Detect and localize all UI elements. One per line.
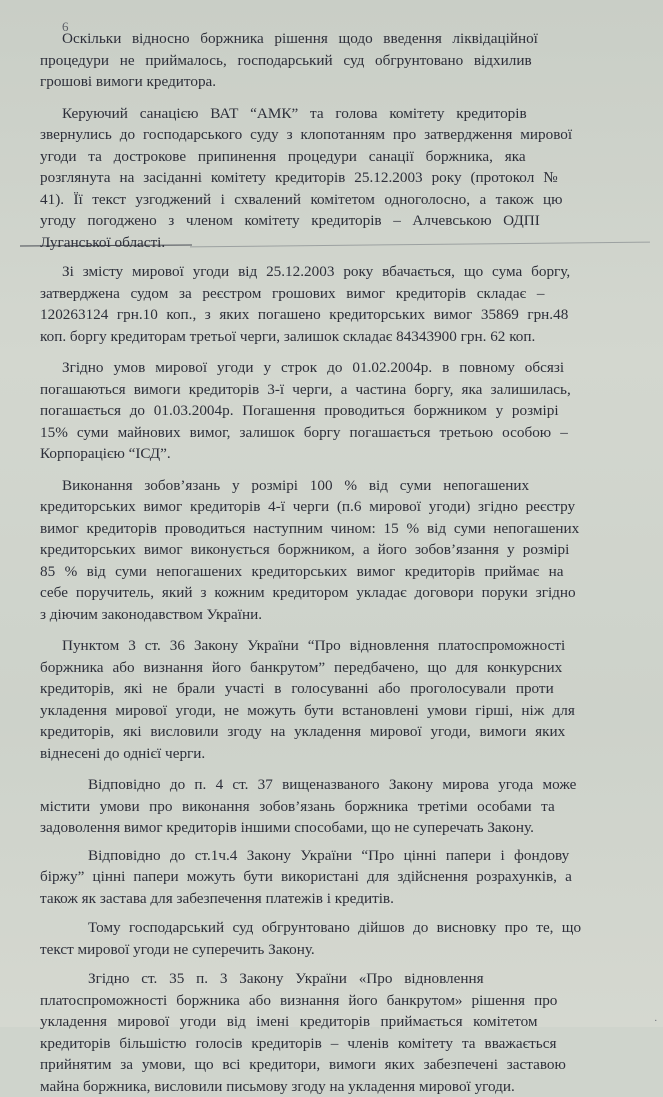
text-line: грошові вимоги кредитора. <box>40 71 638 93</box>
text-line: коп. боргу кредиторам третьої черги, залишок складає 84343900 грн. 62 коп. <box>40 326 638 348</box>
text-line: Виконання зобов’язань у розмірі 100 % від суми непогашених <box>40 475 638 497</box>
paragraph <box>40 261 638 347</box>
text-line: кредиторських вимог виконується боржником, а його зобов’язання у розмірі <box>40 539 638 561</box>
text-line: Згідно умов мирової угоди у строк до 01.02.2004р. в повному обсязі <box>40 357 638 379</box>
text-line: задоволення вимог кредиторів іншими способами, що не суперечать Закону. <box>40 817 638 839</box>
text-line: вимог кредиторів проводиться наступним чином: 15 % від суми непогашених <box>40 518 638 540</box>
text-line: укладення мирової угоди від імені кредиторів приймається комітетом <box>40 1011 638 1033</box>
text-line: містити умови про виконання зобов’язань боржника третіми особами та <box>40 796 638 818</box>
text-line: угоди та дострокове припинення процедури санації боржника, яка <box>40 146 638 168</box>
text-line: Луганської області. <box>40 232 638 254</box>
text-line: Корпорацією “ІСД”. <box>40 443 638 465</box>
paragraph <box>40 635 638 764</box>
text-line: затверджена судом за реєстром грошових вимог кредиторів складає – <box>40 283 638 305</box>
text-line: розглянута на засіданні комітету кредиторів 25.12.2003 року (протокол № <box>40 167 638 189</box>
text-line: Пунктом 3 ст. 36 Закону України “Про відновлення платоспроможності <box>40 635 638 657</box>
text-line: Зі змісту мирової угоди від 25.12.2003 року вбачається, що сума боргу, <box>40 261 638 283</box>
paragraph <box>40 774 638 839</box>
text-line: угоду погоджено з членом комітету кредиторів – Алчевською ОДПІ <box>40 210 638 232</box>
paragraph <box>40 103 638 254</box>
text-line: себе поручитель, який з кожним кредитором укладає договори поруки згідно <box>40 582 638 604</box>
page-mark: . <box>655 1008 658 1030</box>
text-line: 120263124 грн.10 коп., з яких погашено кредиторських вимог 35869 грн.48 <box>40 304 638 326</box>
text-line: біржу” цінні папери можуть бути використані для здійснення розрахунків, а <box>40 866 638 888</box>
text-line: Відповідно до ст.1ч.4 Закону України “Про цінні папери і фондову <box>40 845 638 867</box>
text-line: майна боржника, висловили письмову згоду на укладення мирової угоди. <box>40 1076 638 1097</box>
text-line: Керуючий санацією ВАТ “АМК” та голова комітету кредиторів <box>40 103 638 125</box>
paragraph <box>40 357 638 465</box>
paragraph <box>40 917 638 960</box>
text-line: погашається до 01.03.2004р. Погашення проводиться боржником у розмірі <box>40 400 638 422</box>
text-line: також як застава для забезпечення платежів і кредитів. <box>40 888 638 910</box>
text-line: погашаються вимоги кредиторів 3-ї черги, а частина боргу, яка залишилась, <box>40 379 638 401</box>
paragraph <box>40 968 638 1097</box>
text-line: прийнятим за умови, що всі кредитори, вимоги яких забезпечені заставою <box>40 1054 638 1076</box>
text-line: з діючим законодавством України. <box>40 604 638 626</box>
document-body <box>40 28 638 1097</box>
paragraph <box>40 845 638 910</box>
text-line: 15% суми майнових вимог, залишок боргу погашається третьою особою – <box>40 422 638 444</box>
text-line: звернулись до господарського суду з клопотанням про затвердження мирової <box>40 124 638 146</box>
text-line: процедури не приймалось, господарський суд обгрунтовано відхилив <box>40 50 638 72</box>
page-number: 6 <box>62 16 69 38</box>
text-line: платоспроможності боржника або визнання його банкрутом» рішення про <box>40 990 638 1012</box>
text-line: укладення мирової угоди, не можуть бути встановлені умови гірші, ніж для <box>40 700 638 722</box>
text-line: Відповідно до п. 4 ст. 37 вищеназваного Закону мирова угода може <box>40 774 638 796</box>
text-line: Тому господарський суд обгрунтовано дійшов до висновку про те, що <box>40 917 638 939</box>
text-line: 85 % від суми непогашених кредиторських вимог кредиторів приймає на <box>40 561 638 583</box>
text-line: кредиторських вимог кредиторів 4-ї черги (п.6 мирової угоди) згідно реєстру <box>40 496 638 518</box>
text-line: кредиторів більшістю голосів кредиторів – членів комітету та вважається <box>40 1033 638 1055</box>
text-line: 41). Її текст узгоджений і схвалений комітетом одноголосно, а також цю <box>40 189 638 211</box>
text-line: боржника або визнання його банкрутом” передбачено, що для конкурсних <box>40 657 638 679</box>
text-line: кредиторів, які висловили згоду на укладення мирової угоди, вимоги яких <box>40 721 638 743</box>
text-line: Згідно ст. 35 п. 3 Закону України «Про відновлення <box>40 968 638 990</box>
text-line: кредиторів, які не брали участі в голосуванні або проголосували проти <box>40 678 638 700</box>
text-line: текст мирової угоди не суперечить Закону. <box>40 939 638 961</box>
paragraph <box>40 475 638 626</box>
text-line: Оскільки відносно боржника рішення щодо введення ліквідаційної <box>40 28 638 50</box>
text-line: віднесені до однієї черги. <box>40 743 638 765</box>
paragraph <box>40 28 638 93</box>
